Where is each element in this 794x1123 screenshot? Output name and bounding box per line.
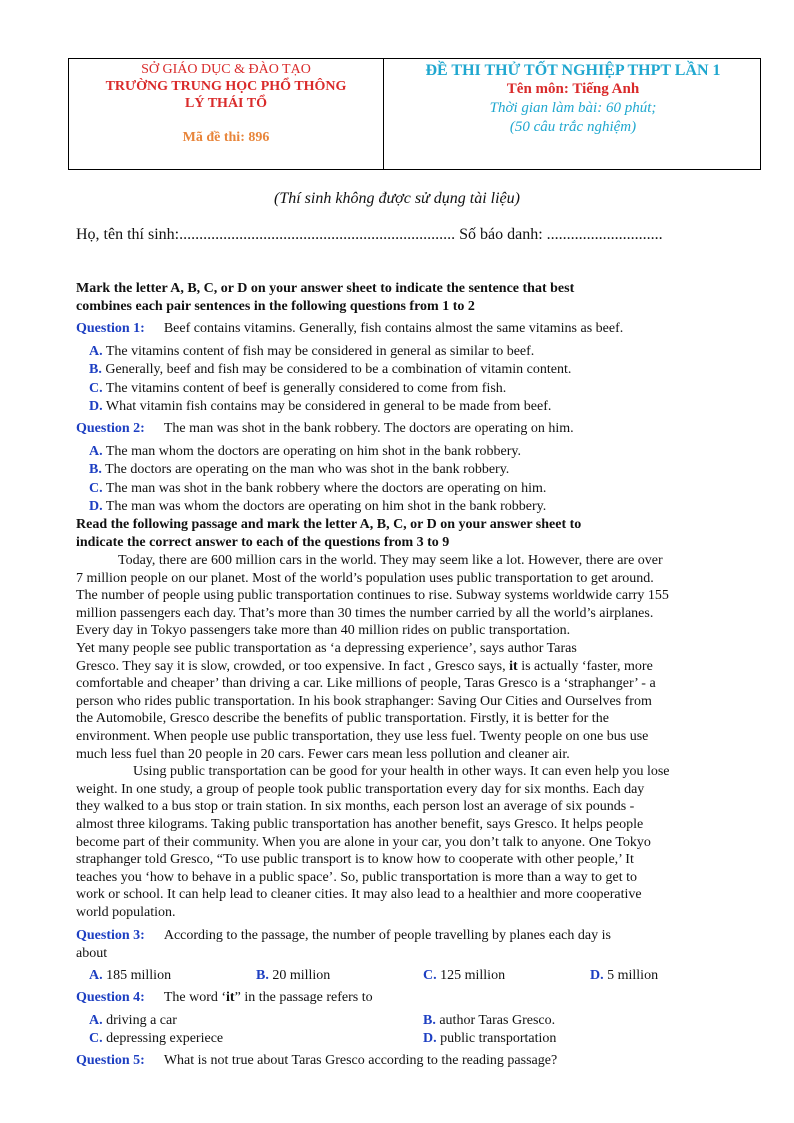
question-4-label: Question 4: — [76, 990, 145, 1005]
passage-line: become part of their community. When you are alone in your car, you don’t talk to anyone. One Tokyo — [76, 835, 651, 850]
question-1-label: Question 1: — [76, 321, 145, 336]
section1-instruction-2: combines each pair sentences in the following questions from 1 to 2 — [76, 299, 475, 314]
question-2-text: The man was shot in the bank robbery. The doctors are operating on him. — [163, 421, 574, 436]
candidate-info-line: Họ, tên thí sinh:..................................................................... Số báo danh: ............................. — [76, 226, 663, 243]
q1-option-d[interactable]: D. What vitamin fish contains may be considered in general to be made from beef. — [89, 399, 552, 414]
passage-line: teaches you ‘how to behave in a public space’. So, public transportation is more than a way to get to — [76, 870, 638, 885]
q3-option-c[interactable]: C. 125 million — [423, 968, 506, 983]
no-materials-note: (Thí sinh không được sử dụng tài liệu) — [274, 190, 520, 207]
question-3 — [76, 927, 611, 944]
time-limit: Thời gian làm bài: 60 phút; — [489, 100, 657, 116]
subject-name: Tên môn: Tiếng Anh — [506, 81, 640, 97]
q2-option-c[interactable]: C. The man was shot in the bank robbery where the doctors are operating on him. — [89, 481, 547, 496]
exam-code: Mã đề thi: 896 — [182, 130, 270, 145]
passage-line: Every day in Tokyo passengers take more than 40 million rides on public transportation. — [76, 623, 571, 638]
q4-option-b[interactable]: B. author Taras Gresco. — [423, 1013, 556, 1028]
question-5-text: What is not true about Taras Gresco according to the reading passage? — [163, 1053, 558, 1068]
q3-option-b[interactable]: B. 20 million — [256, 968, 331, 983]
question-5-label: Question 5: — [76, 1053, 145, 1068]
q4-option-a[interactable]: A. driving a car — [89, 1013, 177, 1028]
passage-line: Yet many people see public transportation as ‘a depressing experience’, says author Taras — [76, 641, 577, 656]
passage-line: The number of people using public transportation continues to rise. Subway systems worldwide carry 155 — [76, 588, 669, 603]
passage-line: million passengers each day. That’s more than 30 times the number carried by all the world’s airplanes. — [76, 606, 654, 621]
section1-instruction-1: Mark the letter A, B, C, or D on your answer sheet to indicate the sentence that best — [76, 281, 575, 296]
exam-header — [68, 58, 761, 170]
question-3-text-cont: about — [76, 946, 108, 961]
exam-title: ĐỀ THI THỬ TỐT NGHIỆP THPT LẦN 1 — [425, 62, 721, 79]
question-2 — [76, 420, 574, 437]
school-name-line2: LÝ THÁI TỔ — [185, 96, 267, 111]
highlighted-word-it: it — [509, 659, 518, 674]
question-1 — [76, 320, 623, 337]
q2-option-b[interactable]: B. The doctors are operating on the man who was shot in the bank robbery. — [89, 462, 510, 477]
passage-line: world population. — [76, 905, 176, 920]
passage-line: person who rides public transportation. In his book straphanger: Saving Our Cities and Ourselves from — [76, 694, 652, 709]
question-count: (50 câu trắc nghiệm) — [509, 119, 637, 135]
q1-option-c[interactable]: C. The vitamins content of beef is generally considered to come from fish. — [89, 381, 507, 396]
question-4: Question 4: The word ‘it” in the passage refers to — [76, 990, 373, 1005]
passage-line: work or school. It can help lead to cleaner cities. It may also lead to a healthier and more cooperative — [76, 887, 642, 902]
passage-line: Gresco. They say it is slow, crowded, or too expensive. In fact , Gresco says, it is actually ‘faster, more — [76, 659, 653, 674]
question-5 — [76, 1052, 557, 1069]
passage-line: environment. When people use public transportation, they use less fuel. Twenty people on one bus use — [76, 729, 649, 744]
school-name-line1: TRƯỜNG TRUNG HỌC PHỔ THÔNG — [105, 79, 347, 94]
section2-instruction-2: indicate the correct answer to each of the questions from 3 to 9 — [76, 535, 450, 550]
dept-name: SỞ GIÁO DỤC & ĐÀO TẠO — [141, 62, 311, 77]
section2-instruction-1: Read the following passage and mark the letter A, B, C, or D on your answer sheet to — [76, 517, 582, 532]
passage-line: they walked to a bus stop or train station. In six months, each person lost an average of six pounds - — [76, 799, 635, 814]
q4-option-d[interactable]: D. public transportation — [423, 1031, 557, 1046]
passage-line: Today, there are 600 million cars in the world. They may seem like a lot. However, there are over — [118, 553, 663, 568]
q2-option-a[interactable]: A. The man whom the doctors are operating on him shot in the bank robbery. — [89, 444, 521, 459]
q3-option-d[interactable]: D. 5 million — [590, 968, 659, 983]
passage-line: straphanger told Gresco, “To use public transport is to know how to cooperate with other people,’ It — [76, 852, 634, 867]
passage-line: Using public transportation can be good for your health in other ways. It can even help you lose — [133, 764, 670, 779]
q4-option-c[interactable]: C. depressing experiece — [89, 1031, 224, 1046]
header-right — [384, 61, 762, 137]
passage-line: comfortable and cheaper’ than driving a car. Like millions of people, Taras Gresco is a ‘straphanger’ - a — [76, 676, 656, 691]
passage-line: 7 million people on our planet. Most of the world’s population uses public transportation to get around. — [76, 571, 654, 586]
question-3-text: According to the passage, the number of people travelling by planes each day is — [163, 928, 611, 943]
question-3-label: Question 3: — [76, 928, 145, 943]
q1-option-b[interactable]: B. Generally, beef and fish may be considered to be a combination of vitamin content. — [89, 362, 572, 377]
passage-line: almost three kilograms. Taking public transportation has another benefit, says Gresco. It helps people — [76, 817, 644, 832]
q3-option-a[interactable]: A. 185 million — [89, 968, 172, 983]
passage-line: much less fuel than 20 people in 20 cars. Fewer cars mean less pollution and cleaner air. — [76, 747, 570, 762]
question-1-text: Beef contains vitamins. Generally, fish contains almost the same vitamins as beef. — [163, 321, 624, 336]
q1-option-a[interactable]: A. The vitamins content of fish may be considered in general as similar to beef. — [89, 344, 535, 359]
question-2-label: Question 2: — [76, 421, 145, 436]
passage-line: the Automobile, Gresco describe the benefits of public transportation. Firstly, it is better for the — [76, 711, 609, 726]
q2-option-d[interactable]: D. The man was whom the doctors are operating on him shot in the bank robbery. — [89, 499, 547, 514]
header-left — [69, 61, 383, 146]
passage-line: weight. In one study, a group of people took public transportation every day for six months. Each day — [76, 782, 645, 797]
